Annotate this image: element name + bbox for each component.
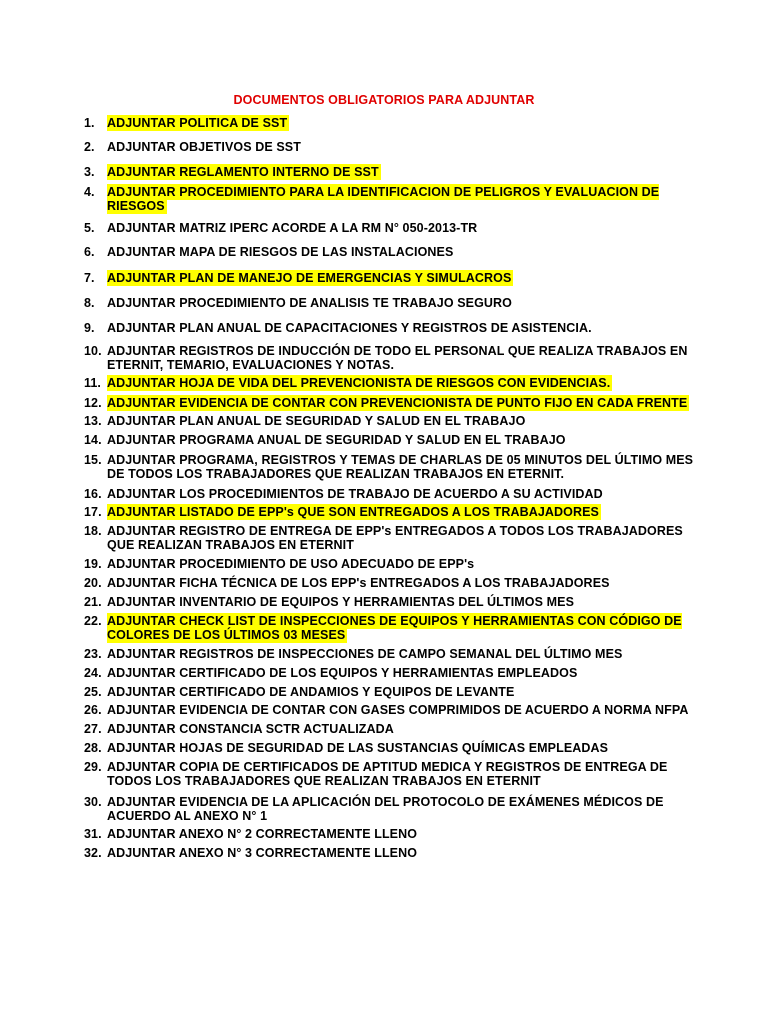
list-item bbox=[84, 140, 694, 154]
list-item bbox=[84, 321, 694, 335]
list-item-text: ADJUNTAR MATRIZ IPERC ACORDE A LA RM N° 050-2013-TR bbox=[107, 221, 478, 235]
list-item-number: 7. bbox=[84, 271, 95, 285]
list-item-number: 27. bbox=[84, 722, 102, 736]
list-item bbox=[84, 185, 694, 213]
list-item-number: 14. bbox=[84, 433, 102, 447]
list-item-text: ADJUNTAR HOJA DE VIDA DEL PREVENCIONISTA DE RIESGOS CON EVIDENCIAS. bbox=[107, 376, 611, 390]
list-item bbox=[84, 827, 694, 841]
list-item-text-wrapper bbox=[107, 185, 694, 213]
list-item-text: ADJUNTAR REGISTROS DE INSPECCIONES DE CAMPO SEMANAL DEL ÚLTIMO MES bbox=[107, 647, 623, 661]
list-item-number: 30. bbox=[84, 795, 102, 809]
list-item-text: ADJUNTAR OBJETIVOS DE SST bbox=[107, 140, 301, 154]
list-item-number: 29. bbox=[84, 760, 102, 774]
list-item-text-wrapper bbox=[107, 396, 694, 410]
list-item-number: 32. bbox=[84, 846, 102, 860]
list-item-number: 5. bbox=[84, 221, 95, 235]
list-item bbox=[84, 647, 694, 661]
list-item-number: 6. bbox=[84, 245, 95, 259]
list-item bbox=[84, 795, 694, 823]
list-item-text: ADJUNTAR CONSTANCIA SCTR ACTUALIZADA bbox=[107, 722, 394, 736]
list-item bbox=[84, 344, 694, 372]
list-item-number: 3. bbox=[84, 165, 95, 179]
list-item-number: 25. bbox=[84, 685, 102, 699]
list-item-text: ADJUNTAR EVIDENCIA DE LA APLICACIÓN DEL PROTOCOLO DE EXÁMENES MÉDICOS DE ACUERDO AL ANEXO N° 1 bbox=[107, 795, 664, 823]
list-item bbox=[84, 165, 694, 179]
list-item bbox=[84, 576, 694, 590]
list-item bbox=[84, 487, 694, 501]
list-item-text: ADJUNTAR COPIA DE CERTIFICADOS DE APTITUD MEDICA Y REGISTROS DE ENTREGA DE TODOS LOS TRABAJADORES QUE REALIZAN TRABAJOS EN ETERNIT bbox=[107, 760, 668, 788]
list-item-number: 24. bbox=[84, 666, 102, 680]
list-item-text-wrapper bbox=[107, 165, 694, 179]
list-item-number: 18. bbox=[84, 524, 102, 538]
list-item-number: 8. bbox=[84, 296, 95, 310]
list-item-number: 16. bbox=[84, 487, 102, 501]
list-item bbox=[84, 760, 694, 788]
list-item bbox=[84, 703, 694, 717]
list-item-text: ADJUNTAR EVIDENCIA DE CONTAR CON PREVENCIONISTA DE PUNTO FIJO EN CADA FRENTE bbox=[107, 396, 688, 410]
list-item-number: 11. bbox=[84, 376, 101, 390]
list-item-text-wrapper bbox=[107, 505, 694, 519]
list-item-number: 12. bbox=[84, 396, 102, 410]
list-item-text: ADJUNTAR CHECK LIST DE INSPECCIONES DE EQUIPOS Y HERRAMIENTAS CON CÓDIGO DE COLORES DE LOS ÚLTIMOS 03 MESES bbox=[107, 614, 682, 642]
list-item bbox=[84, 245, 694, 259]
list-item-text: ADJUNTAR PROCEDIMIENTO DE ANALISIS TE TRABAJO SEGURO bbox=[107, 296, 512, 310]
list-item-number: 19. bbox=[84, 557, 102, 571]
list-item-number: 17. bbox=[84, 505, 102, 519]
list-item-text: ADJUNTAR PLAN ANUAL DE SEGURIDAD Y SALUD EN EL TRABAJO bbox=[107, 414, 526, 428]
list-item-text-wrapper bbox=[107, 116, 694, 130]
list-item-number: 21. bbox=[84, 595, 102, 609]
list-item-number: 9. bbox=[84, 321, 95, 335]
list-item bbox=[84, 414, 694, 428]
list-item-number: 22. bbox=[84, 614, 102, 628]
list-item-number: 31. bbox=[84, 827, 102, 841]
list-item-number: 26. bbox=[84, 703, 102, 717]
list-item-text: ADJUNTAR PROGRAMA, REGISTROS Y TEMAS DE CHARLAS DE 05 MINUTOS DEL ÚLTIMO MES DE TODOS LOS TRABAJADORES QUE REALIZAN TRABAJOS EN ETERNIT. bbox=[107, 453, 694, 481]
list-item bbox=[84, 595, 694, 609]
list-item-number: 4. bbox=[84, 185, 95, 199]
list-item-number: 15. bbox=[84, 453, 102, 467]
list-item bbox=[84, 741, 694, 755]
list-item bbox=[84, 433, 694, 447]
list-item bbox=[84, 685, 694, 699]
list-item bbox=[84, 116, 694, 130]
list-item-text: ADJUNTAR REGLAMENTO INTERNO DE SST bbox=[107, 165, 379, 179]
list-item-number: 20. bbox=[84, 576, 102, 590]
list-item-number: 1. bbox=[84, 116, 95, 130]
list-item-number: 28. bbox=[84, 741, 102, 755]
list-item-text: ADJUNTAR FICHA TÉCNICA DE LOS EPP's ENTREGADOS A LOS TRABAJADORES bbox=[107, 576, 610, 590]
list-item bbox=[84, 271, 694, 285]
list-item bbox=[84, 376, 694, 390]
list-item bbox=[84, 557, 694, 571]
list-item-text: ADJUNTAR POLITICA DE SST bbox=[107, 116, 288, 130]
list-item bbox=[84, 846, 694, 860]
list-item-text: ADJUNTAR HOJAS DE SEGURIDAD DE LAS SUSTANCIAS QUÍMICAS EMPLEADAS bbox=[107, 741, 609, 755]
list-item bbox=[84, 524, 694, 552]
list-item bbox=[84, 453, 694, 481]
list-item-text: ADJUNTAR LISTADO DE EPP's QUE SON ENTREGADOS A LOS TRABAJADORES bbox=[107, 505, 599, 519]
list-item-text-wrapper bbox=[107, 614, 694, 642]
list-item-text: ADJUNTAR PROGRAMA ANUAL DE SEGURIDAD Y SALUD EN EL TRABAJO bbox=[107, 433, 566, 447]
list-item bbox=[84, 396, 694, 410]
list-item bbox=[84, 221, 694, 235]
list-item bbox=[84, 505, 694, 519]
list-item-text-wrapper bbox=[107, 376, 694, 390]
list-item-text: ADJUNTAR PROCEDIMIENTO DE USO ADECUADO DE EPP's bbox=[107, 557, 475, 571]
list-item-text: ADJUNTAR ANEXO N° 3 CORRECTAMENTE LLENO bbox=[107, 846, 418, 860]
list-item-text: ADJUNTAR CERTIFICADO DE ANDAMIOS Y EQUIPOS DE LEVANTE bbox=[107, 685, 515, 699]
list-item-text: ADJUNTAR ANEXO N° 2 CORRECTAMENTE LLENO bbox=[107, 827, 418, 841]
list-item bbox=[84, 722, 694, 736]
list-item-number: 23. bbox=[84, 647, 102, 661]
list-item bbox=[84, 614, 694, 642]
list-item bbox=[84, 666, 694, 680]
list-item-text: ADJUNTAR PROCEDIMIENTO PARA LA IDENTIFICACION DE PELIGROS Y EVALUACION DE RIESGOS bbox=[107, 185, 660, 213]
list-item-text: ADJUNTAR EVIDENCIA DE CONTAR CON GASES COMPRIMIDOS DE ACUERDO A NORMA NFPA bbox=[107, 703, 689, 717]
list-item-number: 13. bbox=[84, 414, 102, 428]
list-item-text: ADJUNTAR PLAN DE MANEJO DE EMERGENCIAS Y SIMULACROS bbox=[107, 271, 512, 285]
list-item-text: ADJUNTAR INVENTARIO DE EQUIPOS Y HERRAMIENTAS DEL ÚLTIMOS MES bbox=[107, 595, 575, 609]
list-item-text: ADJUNTAR REGISTROS DE INDUCCIÓN DE TODO EL PERSONAL QUE REALIZA TRABAJOS EN ETERNIT, TEMARIO, EVALUACIONES Y NOTAS. bbox=[107, 344, 688, 372]
list-item-text: ADJUNTAR PLAN ANUAL DE CAPACITACIONES Y REGISTROS DE ASISTENCIA. bbox=[107, 321, 592, 335]
list-item-text: ADJUNTAR LOS PROCEDIMIENTOS DE TRABAJO DE ACUERDO A SU ACTIVIDAD bbox=[107, 487, 603, 501]
page-title: DOCUMENTOS OBLIGATORIOS PARA ADJUNTAR bbox=[233, 93, 535, 107]
list-item-number: 2. bbox=[84, 140, 95, 154]
list-item-text-wrapper bbox=[107, 271, 694, 285]
list-item-number: 10. bbox=[84, 344, 102, 358]
list-item-text: ADJUNTAR REGISTRO DE ENTREGA DE EPP's ENTREGADOS A TODOS LOS TRABAJADORES QUE REALIZAN TRABAJOS EN ETERNIT bbox=[107, 524, 683, 552]
list-item-text: ADJUNTAR CERTIFICADO DE LOS EQUIPOS Y HERRAMIENTAS EMPLEADOS bbox=[107, 666, 578, 680]
list-item bbox=[84, 296, 694, 310]
list-item-text: ADJUNTAR MAPA DE RIESGOS DE LAS INSTALACIONES bbox=[107, 245, 454, 259]
